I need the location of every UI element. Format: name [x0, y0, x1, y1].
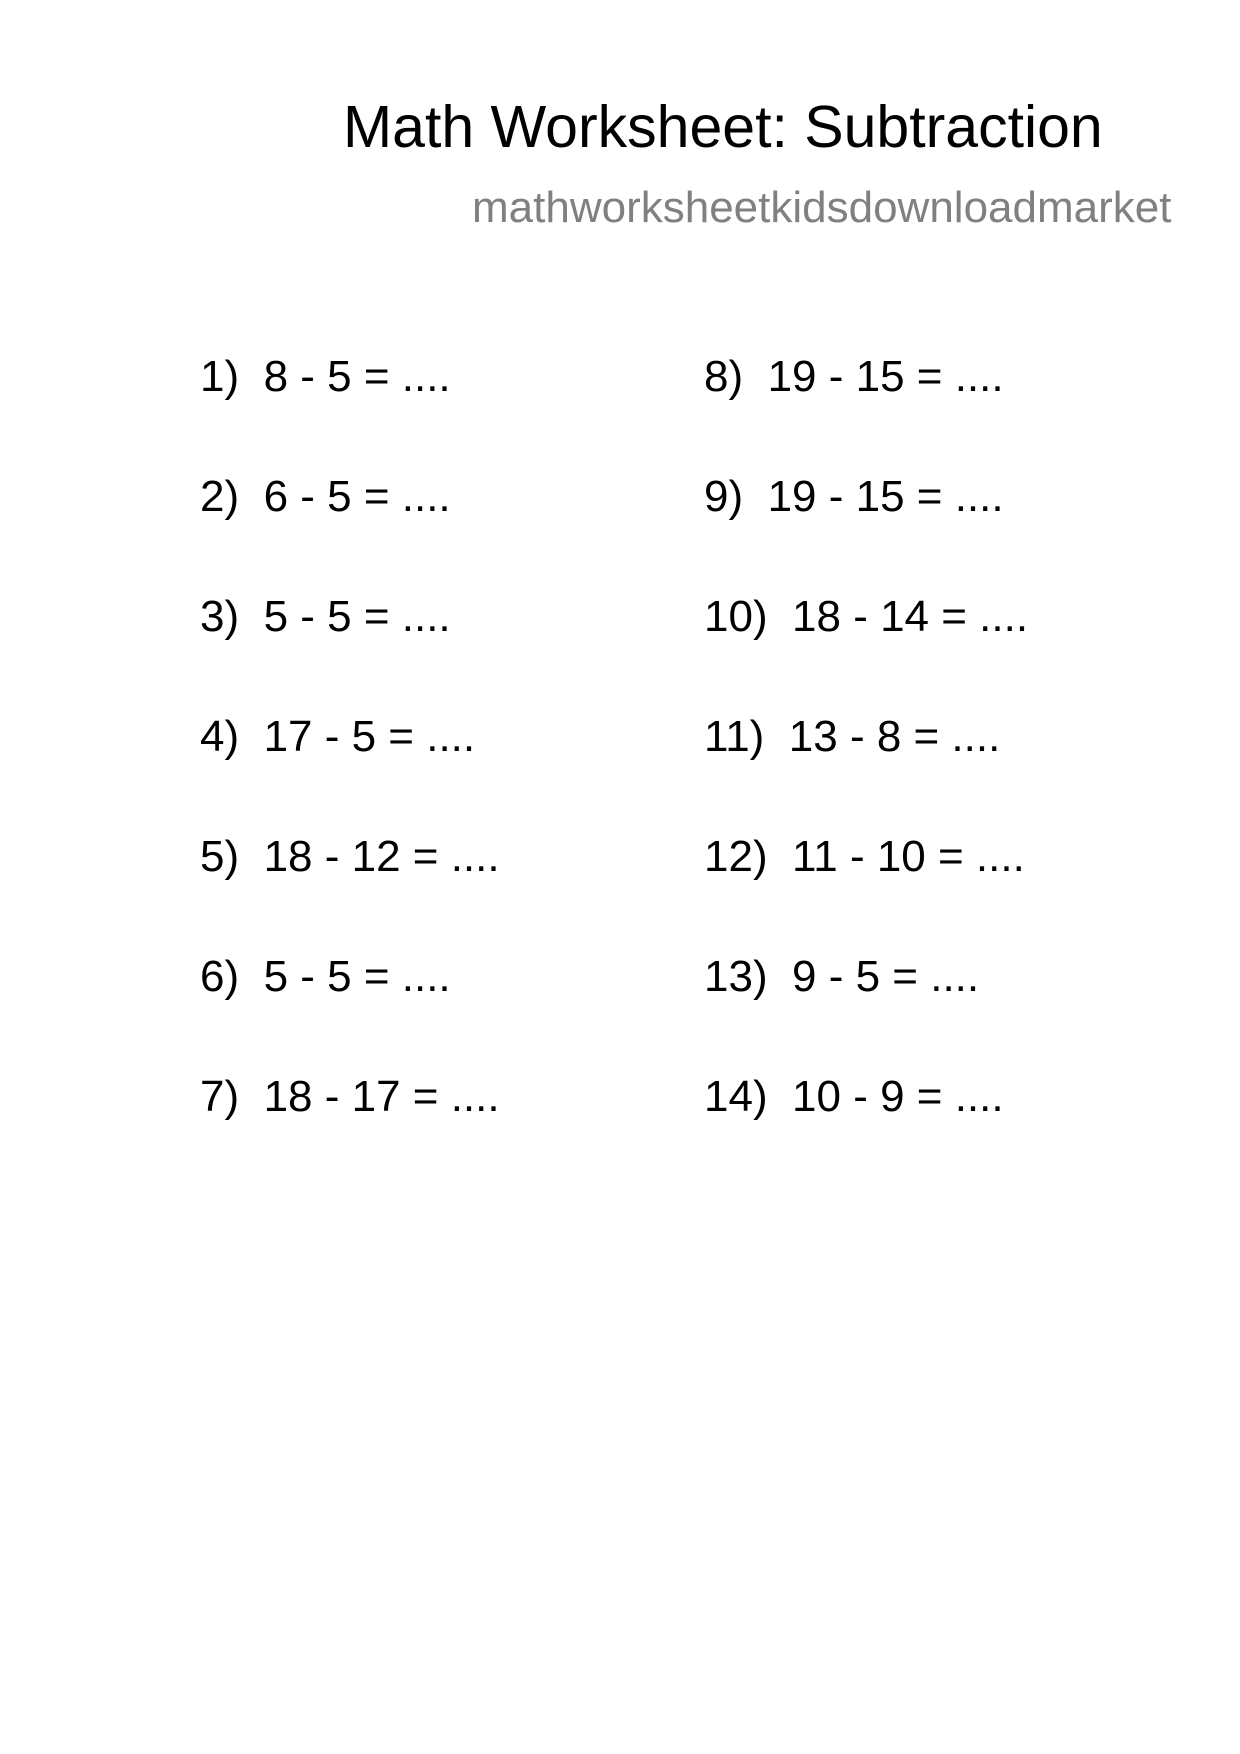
problem-column-left: [200, 352, 500, 1195]
problem-13: 13) 9 - 5 = ....: [704, 952, 980, 1001]
problem-1: 1) 8 - 5 = ....: [200, 352, 451, 401]
problem-9: 9) 19 - 15 = ....: [704, 472, 1004, 521]
problem-6: 6) 5 - 5 = ....: [200, 952, 451, 1001]
problem-10: 10) 18 - 14 = ....: [704, 592, 1029, 641]
problem-11: 11) 13 - 8 = ....: [704, 712, 1001, 761]
worksheet-title: Math Worksheet: Subtraction: [343, 94, 1103, 160]
problem-14: 14) 10 - 9 = ....: [704, 1072, 1004, 1121]
problem-12: 12) 11 - 10 = ....: [704, 832, 1025, 881]
worksheet-source: mathworksheetkidsdownloadmarket: [472, 183, 1172, 232]
problem-5: 5) 18 - 12 = ....: [200, 832, 500, 881]
problem-column-right: [704, 352, 1029, 1195]
problem-2: 2) 6 - 5 = ....: [200, 472, 451, 521]
problem-8: 8) 19 - 15 = ....: [704, 352, 1004, 401]
problem-4: 4) 17 - 5 = ....: [200, 712, 476, 761]
problem-7: 7) 18 - 17 = ....: [200, 1072, 500, 1121]
problem-3: 3) 5 - 5 = ....: [200, 592, 451, 641]
